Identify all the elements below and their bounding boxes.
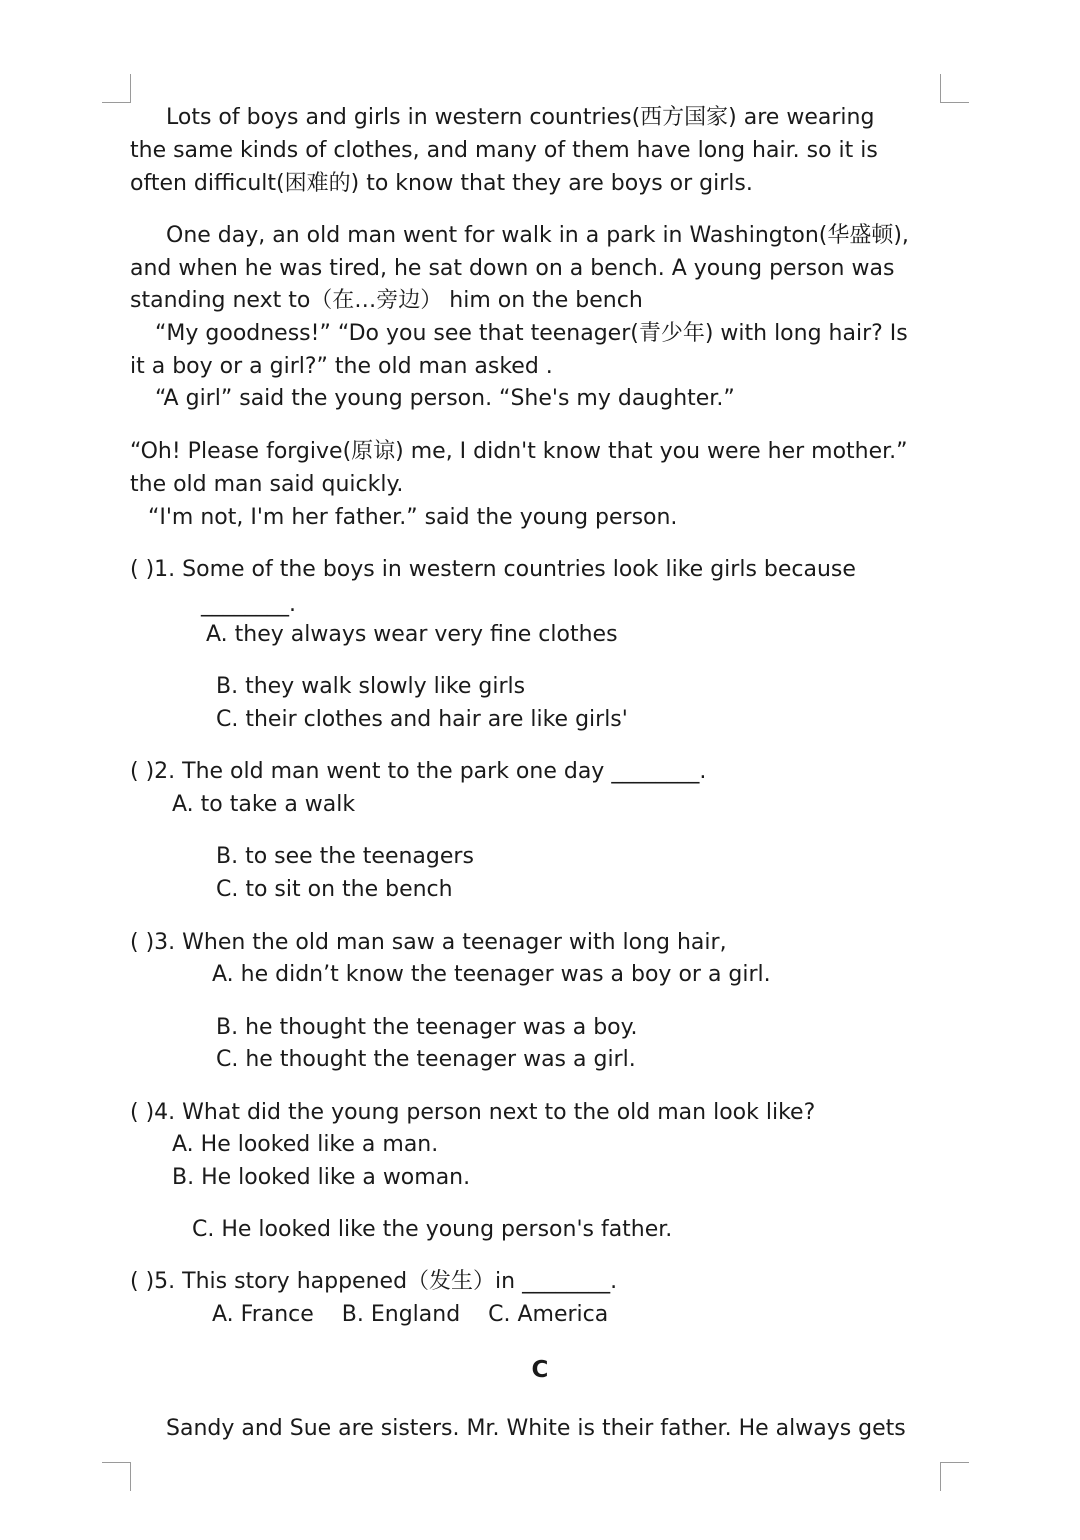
question-stem: ( )5. This story happened（发生）in ________.: [130, 1269, 618, 1294]
option-b: B. He looked like a woman.: [172, 1165, 471, 1190]
option-a: A. to take a walk: [172, 792, 356, 817]
option-c: C. to sit on the bench: [216, 877, 453, 902]
paragraph-line: and when he was tired, he sat down on a bench. A young person was: [130, 256, 895, 281]
crop-mark-bottom-left: [102, 1462, 131, 1491]
option-a: A. He looked like a man.: [172, 1132, 439, 1157]
paragraph-line: Lots of boys and girls in western countries(西方国家) are wearing: [166, 105, 875, 130]
paragraph-line: it a boy or a girl?” the old man asked .: [130, 354, 553, 379]
option-a: A. he didn’t know the teenager was a boy or a girl.: [212, 962, 771, 987]
paragraph-line: often difficult(困难的) to know that they are boys or girls.: [130, 171, 753, 196]
question-stem: ( )1. Some of the boys in western countries look like girls because: [130, 557, 856, 582]
option-c: C. He looked like the young person's father.: [192, 1217, 673, 1242]
options-row: A. France B. England C. America: [212, 1302, 609, 1327]
section-heading: C: [531, 1357, 549, 1383]
option-a: A. they always wear very fine clothes: [206, 622, 618, 647]
question-stem: ( )4. What did the young person next to the old man look like?: [130, 1100, 816, 1125]
question-stem: ( )3. When the old man saw a teenager with long hair,: [130, 930, 727, 955]
paragraph-line: One day, an old man went for walk in a park in Washington(华盛顿),: [166, 223, 909, 248]
paragraph-line: the same kinds of clothes, and many of them have long hair. so it is: [130, 138, 878, 163]
crop-mark-top-left: [102, 74, 131, 103]
question-stem: ( )2. The old man went to the park one day ________.: [130, 759, 707, 784]
paragraph-line: “A girl” said the young person. “She's my daughter.”: [155, 386, 735, 411]
paragraph-line: standing next to（在…旁边） him on the bench: [130, 288, 643, 313]
paragraph-line: Sandy and Sue are sisters. Mr. White is their father. He always gets: [166, 1416, 906, 1441]
paragraph-line: “My goodness!” “Do you see that teenager(青少年) with long hair? Is: [155, 321, 908, 346]
crop-mark-bottom-right: [940, 1462, 969, 1491]
crop-mark-top-right: [940, 74, 969, 103]
option-c: C. their clothes and hair are like girls': [216, 707, 628, 732]
answer-blank: ________.: [201, 592, 296, 617]
paragraph-line: “I'm not, I'm her father.” said the young person.: [148, 505, 678, 530]
paragraph-line: “Oh! Please forgive(原谅) me, I didn't know that you were her mother.”: [130, 439, 908, 464]
paragraph-line: the old man said quickly.: [130, 472, 404, 497]
option-b: B. to see the teenagers: [216, 844, 474, 869]
option-b: B. he thought the teenager was a boy.: [216, 1015, 638, 1040]
option-c: C. he thought the teenager was a girl.: [216, 1047, 636, 1072]
option-b: B. they walk slowly like girls: [216, 674, 526, 699]
